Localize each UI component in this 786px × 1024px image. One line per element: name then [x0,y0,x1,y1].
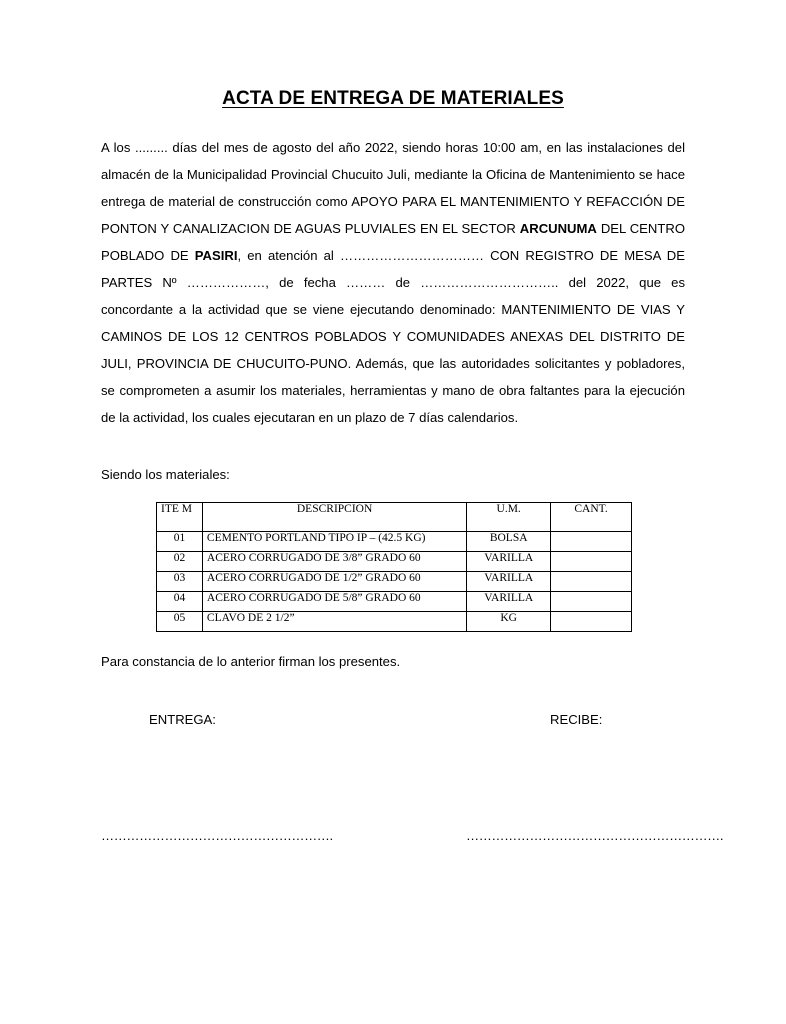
cell-item: 03 [157,572,203,592]
table-row [157,572,632,592]
cell-um: VARILLA [467,572,551,592]
cell-description: ACERO CORRUGADO DE 3/8” GRADO 60 [202,552,466,572]
paragraph-segment: A los ......... días del mes de agosto del año 2022, siendo horas 10:00 am, en las instalaciones del almacén de la Municipalidad Provincial Chucuito Juli, mediante la Oficina de Mantenimiento se hace entrega de material de construcción como APOYO PARA EL MANTENIMIENTO Y REFACCIÓN DE PONTON Y CANALIZACION DE AGUAS PLUVIALES EN EL SECTOR [101,140,685,236]
table-row [157,552,632,572]
cell-item: 01 [157,532,203,552]
sector-name: ARCUNUMA [519,221,597,236]
table-header-row [157,503,632,532]
cell-description: ACERO CORRUGADO DE 1/2” GRADO 60 [202,572,466,592]
materials-intro: Siendo los materiales: [101,467,230,482]
cell-item: 02 [157,552,203,572]
paragraph-segment: , en atención al …………………………… CON REGISTRO DE MESA DE PARTES Nº ………………, de fecha ……… de ………………………….. del 2022, que es concordante a la actividad que se viene ejecutando denominado: MANTENIMIENTO DE VIAS Y CAMINOS DE LOS 12 CENTROS POBLADOS Y COMUNIDADES ANEXAS DEL DISTRITO DE JULI, PROVINCIA DE CHUCUITO-PUNO. Además, que las autoridades solicitantes y pobladores, se comprometen a asumir los materiales, herramientas y mano de obra faltantes para la ejecución de la actividad, los cuales ejecutaran en un plazo de 7 días calendarios. [101,248,685,425]
cell-um: BOLSA [467,532,551,552]
cell-description: CLAVO DE 2 1/2” [202,612,466,632]
header-item: ITE M [157,503,203,532]
materials-table [156,502,632,632]
cell-cant [551,572,632,592]
cell-um: VARILLA [467,592,551,612]
cell-item: 05 [157,612,203,632]
cell-item: 04 [157,592,203,612]
paragraph-segment: DEL CENTRO POBLADO DE [101,221,686,263]
cell-um: VARILLA [467,552,551,572]
table-row [157,612,632,632]
centro-poblado-name: PASIRI [194,248,238,263]
header-cant: CANT. [551,503,632,532]
body-paragraph [101,134,685,431]
entrega-signature-line: ………………………………………………. [101,828,333,843]
recibe-signature-line: ……………………………………………………. [466,828,724,843]
table-row [157,532,632,552]
table-row [157,592,632,612]
cell-cant [551,552,632,572]
cell-description: ACERO CORRUGADO DE 5/8” GRADO 60 [202,592,466,612]
header-description: DESCRIPCION [202,503,466,532]
cell-cant [551,532,632,552]
cell-cant [551,612,632,632]
recibe-label: RECIBE: [550,712,603,727]
document-title: ACTA DE ENTREGA DE MATERIALES [222,88,564,109]
cell-um: KG [467,612,551,632]
cell-cant [551,592,632,612]
cell-description: CEMENTO PORTLAND TIPO IP – (42.5 KG) [202,532,466,552]
closing-statement: Para constancia de lo anterior firman los presentes. [101,654,401,669]
entrega-label: ENTREGA: [149,712,216,727]
header-um: U.M. [467,503,551,532]
